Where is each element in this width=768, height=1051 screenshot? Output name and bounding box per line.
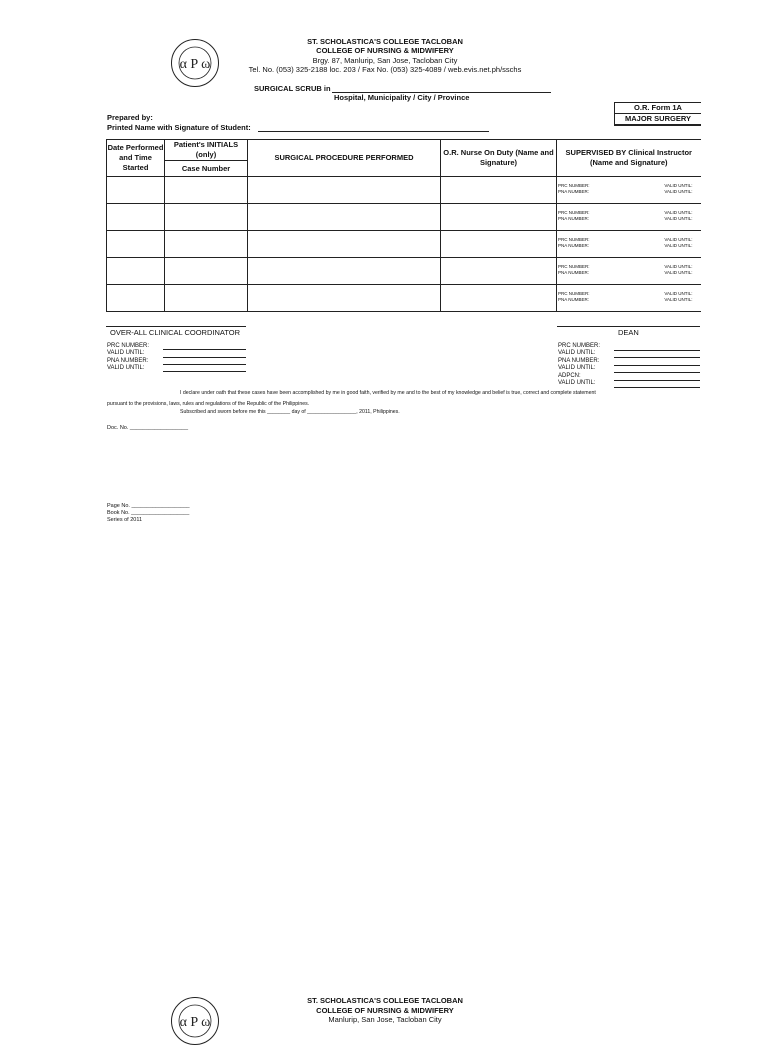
prc-label: PRC NUMBER: <box>558 237 590 242</box>
table-row <box>107 231 701 258</box>
date-cell[interactable] <box>107 231 165 258</box>
valid-label: VALID UNTIL: <box>664 291 693 296</box>
series: Series of 2011 <box>107 517 143 523</box>
page-number: Page No. ___________________ <box>107 503 190 509</box>
dean-title: DEAN <box>618 328 639 337</box>
coordinator-valid-field[interactable] <box>163 371 246 372</box>
prc-label: PRC NUMBER: <box>558 291 590 296</box>
procedure-cell[interactable] <box>248 285 441 312</box>
nurse-cell[interactable] <box>441 231 557 258</box>
pna-label: PNA NUMBER: <box>558 243 590 248</box>
dean-valid-label: VALID UNTIL: <box>558 380 596 386</box>
coordinator-signature-line[interactable] <box>106 326 246 327</box>
college-name: COLLEGE OF NURSING & MIDWIFERY <box>316 46 454 55</box>
col-case-number: Case Number <box>165 161 248 177</box>
school-address: Brgy. 87, Manlurip, San Jose, Tacloban City <box>312 56 458 65</box>
footer-address: Manlurip, San Jose, Tacloban City <box>328 1015 442 1024</box>
prc-label: PRC NUMBER: <box>558 264 590 269</box>
printed-name-label: Printed Name with Signature of Student: <box>107 123 251 132</box>
nurse-cell[interactable] <box>441 204 557 231</box>
prepared-by-label: Prepared by: <box>107 113 153 122</box>
date-cell[interactable] <box>107 177 165 204</box>
oath-line-2: pursuant to the provisions, laws, rules and regulations of the Republic of the Philippines. <box>107 401 310 407</box>
col-date: Date Performed and Time Started <box>107 140 165 177</box>
dean-valid-label: VALID UNTIL: <box>558 365 596 371</box>
valid-label: VALID UNTIL: <box>664 243 693 248</box>
valid-label: VALID UNTIL: <box>664 270 693 275</box>
initials-cell[interactable] <box>165 231 248 258</box>
college-seal <box>170 38 220 88</box>
svg-text:α P ω: α P ω <box>179 1015 211 1030</box>
dean-prc-label: PRC NUMBER: <box>558 343 601 349</box>
procedure-cell[interactable] <box>248 204 441 231</box>
svg-text:α P ω: α P ω <box>179 57 211 72</box>
oath-line-1: I declare under oath that these cases have been accomplished by me in good faith, verified by me and to the best of my knowledge and belief is true, correct and complete statement <box>180 390 596 396</box>
dean-valid-field[interactable] <box>614 357 700 358</box>
surgery-log-table <box>106 139 701 312</box>
table-row <box>107 177 701 204</box>
nurse-cell[interactable] <box>441 177 557 204</box>
supervisor-cell[interactable] <box>557 285 701 312</box>
valid-label: VALID UNTIL: <box>664 189 693 194</box>
date-cell[interactable] <box>107 285 165 312</box>
pna-label: PNA NUMBER: <box>558 216 590 221</box>
supervisor-cell[interactable] <box>557 258 701 285</box>
col-nurse: O.R. Nurse On Duty (Name and Signature) <box>441 140 557 177</box>
scrub-label: SURGICAL SCRUB in <box>254 84 331 93</box>
coordinator-pna-label: PNA NUMBER: <box>107 358 149 364</box>
nurse-cell[interactable] <box>441 258 557 285</box>
col-supervised: SUPERVISED BY Clinical Instructor (Name and Signature) <box>557 140 701 177</box>
doc-number: Doc. No. ___________________ <box>107 425 189 431</box>
supervisor-cell[interactable] <box>557 177 701 204</box>
dean-valid-label: VALID UNTIL: <box>558 350 596 356</box>
pna-label: PNA NUMBER: <box>558 297 590 302</box>
footer-school-name: ST. SCHOLASTICA'S COLLEGE TACLOBAN <box>307 996 463 1005</box>
pna-label: PNA NUMBER: <box>558 189 590 194</box>
initials-cell[interactable] <box>165 258 248 285</box>
prc-label: PRC NUMBER: <box>558 183 590 188</box>
dean-pna-field[interactable] <box>614 365 700 366</box>
table-row <box>107 285 701 312</box>
book-number: Book No. ___________________ <box>107 510 190 516</box>
procedure-cell[interactable] <box>248 231 441 258</box>
coordinator-prc-field[interactable] <box>163 349 246 350</box>
date-cell[interactable] <box>107 258 165 285</box>
school-contact: Tel. No. (053) 325-2188 loc. 203 / Fax No. (053) 325-4089 / web.evis.net.ph/sschs <box>248 65 522 74</box>
col-procedure: SURGICAL PROCEDURE PERFORMED <box>248 140 441 177</box>
coordinator-title: OVER-ALL CLINICAL COORDINATOR <box>110 328 241 337</box>
student-name-line[interactable] <box>258 131 489 132</box>
form-id: O.R. Form 1A <box>634 103 682 112</box>
dean-valid-field[interactable] <box>614 387 700 388</box>
valid-label: VALID UNTIL: <box>664 183 693 188</box>
coordinator-valid-label: VALID UNTIL: <box>107 350 145 356</box>
supervisor-cell[interactable] <box>557 231 701 258</box>
supervisor-cell[interactable] <box>557 204 701 231</box>
procedure-cell[interactable] <box>248 258 441 285</box>
oath-line-3: Subscribed and sworn before me this ________ day of _________________, 2011, Philippines. <box>180 409 400 415</box>
prc-label: PRC NUMBER: <box>558 210 590 215</box>
coordinator-valid-label: VALID UNTIL: <box>107 365 145 371</box>
initials-cell[interactable] <box>165 285 248 312</box>
initials-cell[interactable] <box>165 204 248 231</box>
coordinator-prc-label: PRC NUMBER: <box>107 343 150 349</box>
valid-label: VALID UNTIL: <box>664 210 693 215</box>
pna-label: PNA NUMBER: <box>558 270 590 275</box>
valid-label: VALID UNTIL: <box>664 237 693 242</box>
dean-signature-line[interactable] <box>557 326 700 327</box>
valid-label: VALID UNTIL: <box>664 297 693 302</box>
form-id-box <box>614 102 701 126</box>
valid-label: VALID UNTIL: <box>664 264 693 269</box>
col-initials: Patient's INITIALS (only) <box>165 140 248 161</box>
scrub-sublabel: Hospital, Municipality / City / Province <box>334 93 470 102</box>
dean-adpcn-label: ADPCN: <box>558 373 581 379</box>
form-type: MAJOR SURGERY <box>615 113 701 124</box>
initials-cell[interactable] <box>165 177 248 204</box>
dean-adpcn-field[interactable] <box>614 380 700 381</box>
footer-college-name: COLLEGE OF NURSING & MIDWIFERY <box>316 1006 454 1015</box>
dean-prc-field[interactable] <box>614 350 700 351</box>
table-row <box>107 258 701 285</box>
nurse-cell[interactable] <box>441 285 557 312</box>
valid-label: VALID UNTIL: <box>664 216 693 221</box>
college-seal <box>170 996 220 1046</box>
date-cell[interactable] <box>107 204 165 231</box>
school-name: ST. SCHOLASTICA'S COLLEGE TACLOBAN <box>307 37 463 46</box>
dean-valid-field[interactable] <box>614 372 700 373</box>
procedure-cell[interactable] <box>248 177 441 204</box>
coordinator-valid-field[interactable] <box>163 357 246 358</box>
dean-pna-label: PNA NUMBER: <box>558 358 600 364</box>
table-row <box>107 204 701 231</box>
coordinator-pna-field[interactable] <box>163 364 246 365</box>
